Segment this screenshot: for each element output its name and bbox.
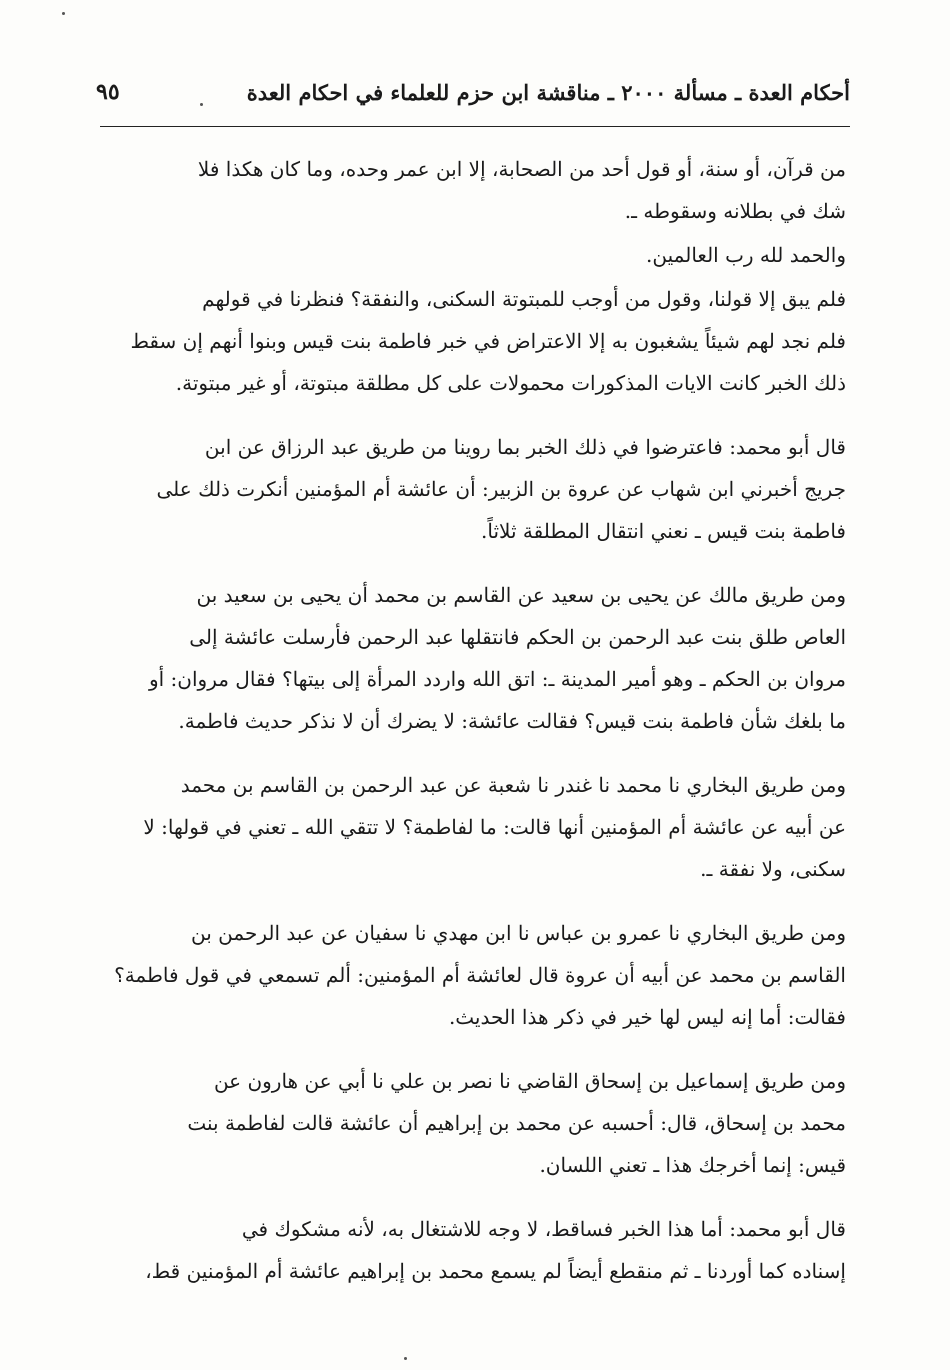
page-number: ٩٥ [96,79,120,105]
scan-speck [200,103,203,106]
scan-speck [62,12,65,15]
header-divider [100,126,850,127]
running-title: أحكام العدة ـ مسألة ٢٠٠٠ ـ مناقشة ابن حزم للعلماء في احكام العدة [246,79,850,105]
paragraph-9: قال أبو محمد: أما هذا الخبر فساقط، لا وجه للاشتغال به، لأنه مشكوك في إسناده كما أوردنا ـ ثم منقطع أيضاً لم يسمع محمد بن إبراهيم عائشة أم المؤمنين قط، [145,1217,846,1283]
paragraph-5: ومن طريق مالك عن يحيى بن سعيد عن القاسم بن محمد أن يحيى بن سعيد بن العاص طلق بنت عبد الرحمن بن الحكم فانتقلها عبد الرحمن فأرسلت عائشة إلى مروان بن الحكم ـ وهو أمير المدينة ـ: اتق الله واردد المرأة إلى بيتها؟ فقال مروان: أو ما بلغك شأن فاطمة بنت قيس؟ فقالت عائشة: لا يضرك أن لا نذكر حديث فاطمة. [148,583,846,733]
paragraph-3: فلم يبق إلا قولنا، وقول من أوجب للمبتوتة السكنى، والنفقة؟ فنظرنا في قولهم فلم نجد لهم شيئاً يشغبون به إلا الاعتراض في خبر فاطمة بنت قيس وبنوا أنهم إن سقط ذلك الخبر كانت الايات المذكورات محمولات على كل مطلقة مبتوتة، أو غير مبتوتة. [130,287,846,395]
paragraph-6: ومن طريق البخاري نا محمد نا غندر نا شعبة عن عبد الرحمن بن القاسم بن محمد عن أبيه عن عائشة أم المؤمنين أنها قالت: ما لفاطمة؟ لا تتقي الله ـ تعني في قولها: لا سكنى، ولا نفقة ـ. [143,773,846,881]
paragraph-1: من قرآن، أو سنة، أو قول أحد من الصحابة، إلا ابن عمر وحده، وما كان هكذا فلا شك في بطلانه وسقوطه ـ. [197,157,846,223]
paragraph-2: والحمد لله رب العالمين. [646,243,846,267]
paragraph-8: ومن طريق إسماعيل بن إسحاق القاضي نا نصر بن علي نا أبي عن هارون عن محمد بن إسحاق، قال: أحسبه عن محمد بن إبراهيم أن عائشة قالت لفاطمة بنت قيس: إنما أخرجك هذا ـ تعني اللسان. [187,1069,846,1177]
paragraph-7: ومن طريق البخاري نا عمرو بن عباس نا ابن مهدي نا سفيان عن عبد الرحمن بن القاسم بن محمد عن أبيه أن عروة قال لعائشة أم المؤمنين: ألم تسمعي في قول فاطمة؟ فقالت: أما إنه ليس لها خير في ذكر هذا الحديث. [114,921,846,1029]
page-header [96,72,850,112]
paragraph-4: قال أبو محمد: فاعترضوا في ذلك الخبر بما روينا من طريق عبد الرزاق عن ابن جريج أخبرني ابن شهاب عن عروة بن الزبير: أن عائشة أم المؤمنين أنكرت ذلك على فاطمة بنت قيس ـ نعني انتقال المطلقة ثلاثاً. [156,435,846,543]
scan-speck [404,1357,407,1360]
body-text [100,148,846,1308]
